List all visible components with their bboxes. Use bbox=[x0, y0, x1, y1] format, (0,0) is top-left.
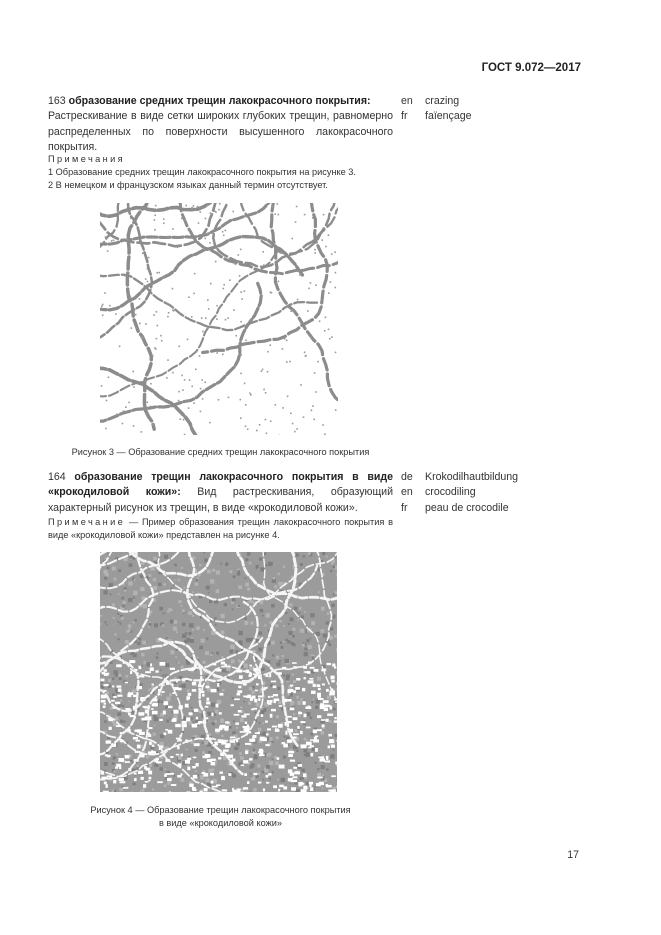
term-163-equivalents bbox=[425, 94, 472, 125]
note-label: Примечание bbox=[48, 517, 126, 527]
term-163-entry bbox=[48, 94, 393, 156]
equivalent-term: faïençage bbox=[425, 110, 472, 123]
figure-4-caption bbox=[48, 804, 393, 830]
term-164-title: образование трещин лакокрасочного покрытия в виде «крокодиловой кожи»: bbox=[48, 471, 393, 499]
figure-3-caption: Рисунок 3 — Образование средних трещин лакокрасочного покрытия bbox=[71, 447, 370, 457]
term-164-note bbox=[48, 516, 393, 542]
term-164-equivalents bbox=[425, 470, 518, 516]
notes-heading: Примечания bbox=[48, 154, 126, 164]
term-163-notes bbox=[48, 153, 393, 192]
figure-3-image bbox=[100, 203, 338, 435]
equivalent-term: peau de crocodile bbox=[425, 501, 509, 514]
figure-4-image bbox=[100, 552, 337, 792]
equivalent-term: Krokodilhautbildung bbox=[425, 471, 519, 483]
standard-header: ГОСТ 9.072—2017 bbox=[481, 62, 581, 74]
lang-code: fr bbox=[401, 501, 408, 514]
caption-line: в виде «крокодиловой кожи» bbox=[158, 818, 282, 828]
lang-code: en bbox=[401, 486, 413, 499]
term-163-lang-codes bbox=[401, 94, 413, 125]
lang-code: de bbox=[401, 471, 413, 483]
lang-code: fr bbox=[401, 110, 408, 123]
term-164-lang-codes bbox=[401, 470, 413, 516]
equivalent-term: crocodiling bbox=[425, 486, 476, 499]
note-item: 1 Образование средних трещин лакокрасочного покрытия на рисунке 3. bbox=[48, 167, 356, 177]
caption-line: Рисунок 4 — Образование трещин лакокрасочного покрытия bbox=[90, 805, 351, 815]
term-164-definition: Вид растрескивания, образующий характерный рисунок из трещин, в виде «крокодиловой кожи». bbox=[48, 486, 393, 514]
term-164-entry bbox=[48, 470, 393, 516]
term-163-definition: Растрескивание в виде сетки широких глубоких трещин, равномерно распределенных по поверхности высушенного лакокрасочного покрытия. bbox=[48, 110, 393, 154]
equivalent-term: crazing bbox=[425, 95, 460, 107]
page-number: 17 bbox=[567, 849, 579, 861]
note-text: — Пример образования трещин лакокрасочного покрытия в виде «крокодиловой кожи» представлен на рисунке 4. bbox=[48, 517, 393, 540]
note-item: 2 В немецком и французском языках данный термин отсутствует. bbox=[48, 180, 328, 190]
term-163-title: образование средних трещин лакокрасочного покрытия: bbox=[68, 95, 371, 107]
term-163-number: 163 bbox=[48, 95, 66, 107]
lang-code: en bbox=[401, 95, 413, 107]
term-164-number: 164 bbox=[48, 471, 66, 483]
